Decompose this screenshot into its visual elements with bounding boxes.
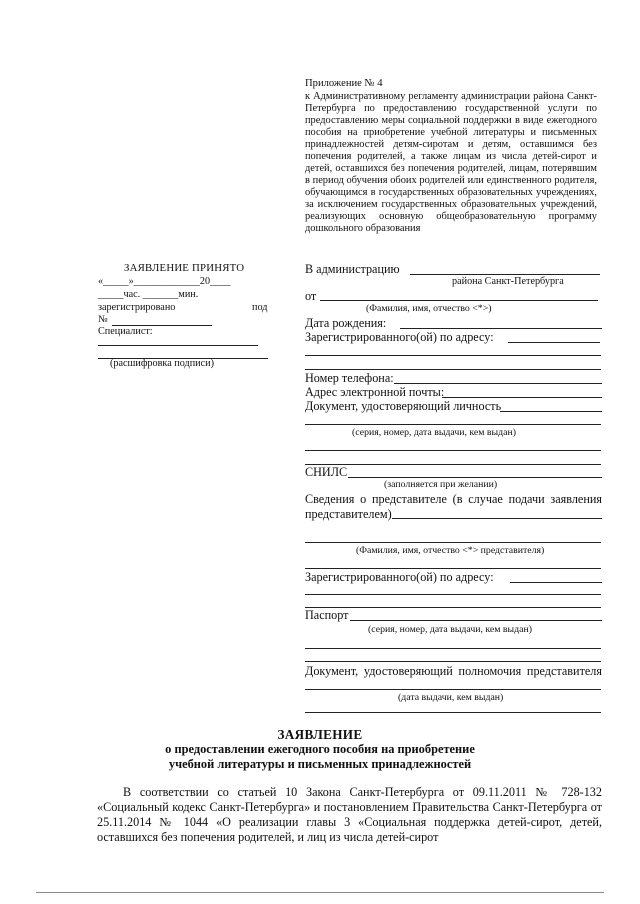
- specialist-signature-field[interactable]: [98, 345, 258, 346]
- accepted-date-line: «_____»_____________20____: [98, 276, 231, 287]
- to-admin-label: В администрацию: [305, 262, 400, 276]
- snils-caption: (заполняется при желании): [384, 479, 498, 490]
- bottom-divider: [36, 892, 604, 893]
- id-document-field-4[interactable]: [305, 464, 601, 465]
- email-label: Адрес электронной почты:: [305, 385, 445, 399]
- from-label: от: [305, 289, 317, 303]
- snils-label: СНИЛС: [305, 465, 348, 479]
- passport-field-3[interactable]: [305, 661, 601, 662]
- rep-address-field-2[interactable]: [305, 594, 601, 595]
- address-field[interactable]: [508, 342, 600, 343]
- passport-field[interactable]: [350, 620, 602, 621]
- phone-field[interactable]: [394, 383, 602, 384]
- representative-field[interactable]: [392, 518, 602, 519]
- statement-subtitle-1: о предоставлении ежегодного пособия на приобретение: [165, 742, 475, 756]
- passport-field-2[interactable]: [305, 648, 601, 649]
- admin-field[interactable]: [410, 274, 600, 275]
- district-label: района Санкт-Петербурга: [452, 276, 564, 287]
- applicant-name-field[interactable]: [320, 300, 598, 301]
- birth-date-label: Дата рождения:: [305, 316, 387, 330]
- authority-doc-field-2[interactable]: [305, 712, 601, 713]
- rep-fio-caption: (Фамилия, имя, отчество <*> представителя): [356, 545, 545, 556]
- signature-caption: (расшифровка подписи): [110, 358, 214, 369]
- birth-date-field[interactable]: [400, 328, 602, 329]
- statement-title: ЗАЯВЛЕНИЕ: [277, 727, 363, 742]
- accepted-specialist: Специалист:: [98, 326, 153, 337]
- accepted-title: ЗАЯВЛЕНИЕ ПРИНЯТО: [124, 262, 245, 274]
- email-field[interactable]: [442, 397, 602, 398]
- snils-field[interactable]: [348, 477, 602, 478]
- accepted-time-line: _____час. _______мин.: [98, 289, 199, 300]
- address-label: Зарегистрированного(ой) по адресу:: [305, 330, 494, 344]
- id-caption: (серия, номер, дата выдачи, кем выдан): [352, 427, 516, 438]
- appendix-block: [305, 78, 597, 235]
- id-document-field-2[interactable]: [305, 424, 601, 425]
- fio-caption: (Фамилия, имя, отчество <*>): [366, 303, 492, 314]
- address-field-2[interactable]: [305, 355, 601, 356]
- phone-label: Номер телефона:: [305, 371, 394, 385]
- address-field-3[interactable]: [305, 369, 601, 370]
- id-document-field-3[interactable]: [305, 450, 601, 451]
- authority-caption: (дата выдачи, кем выдан): [398, 692, 504, 703]
- id-document-field[interactable]: [500, 411, 602, 412]
- appendix-title: Приложение № 4: [305, 78, 383, 89]
- passport-label: Паспорт: [305, 608, 349, 622]
- statement-paragraph: В соответствии со статьей 10 Закона Санкт-Петербурга от 09.11.2011 № 728-132 «Социальный кодекс Санкт-Петербурга» и постановлением Правительства Санкт-Петербурга от 25.11.2014 № 1044 «О реализации главы 3 «Социальная поддержка детей-сирот, детей, оставшихся без попечения родителей, и лиц из числа детей-сирот: [97, 785, 602, 844]
- appendix-body: к Административному регламенту администрации района Санкт-Петербурга по предоставлению государственной услуги по предоставлению меры социальной поддержки в виде ежегодного пособия на приобретение учебной литературы и письменных принадлежностей детям-сиротам и детям, оставшимся без попечения родителей, а также лицам из числа детей-сирот и детей, оставшихся без попечения родителей, лицам, потерявшим в период обучения обоих родителей или единственного родителя, обучающимся в государственных образовательных учреждениях, за исключением государственных образовательных учреждений, реализующих основную общеобразовательную программу дошкольного образования: [305, 91, 597, 234]
- authority-doc-field[interactable]: [305, 689, 601, 690]
- authority-doc-label: Документ, удостоверяющий полномочия представителя: [305, 664, 602, 678]
- representative-name-field[interactable]: [305, 542, 601, 543]
- statement-subtitle-2: учебной литературы и письменных принадлежностей: [168, 757, 472, 771]
- accepted-registered: зарегистрировано: [98, 302, 176, 313]
- representative-name-field-2[interactable]: [305, 568, 601, 569]
- rep-address-field[interactable]: [510, 582, 602, 583]
- id-document-label: Документ, удостоверяющий личность: [305, 399, 502, 413]
- accepted-number: №: [98, 314, 108, 325]
- accepted-under: под: [252, 302, 268, 313]
- passport-caption: (серия, номер, дата выдачи, кем выдан): [368, 624, 532, 635]
- rep-address-label: Зарегистрированного(ой) по адресу:: [305, 570, 494, 584]
- rep-address-field-3[interactable]: [305, 607, 601, 608]
- representative-info: Сведения о представителе (в случае подачи заявления представителем): [305, 492, 602, 521]
